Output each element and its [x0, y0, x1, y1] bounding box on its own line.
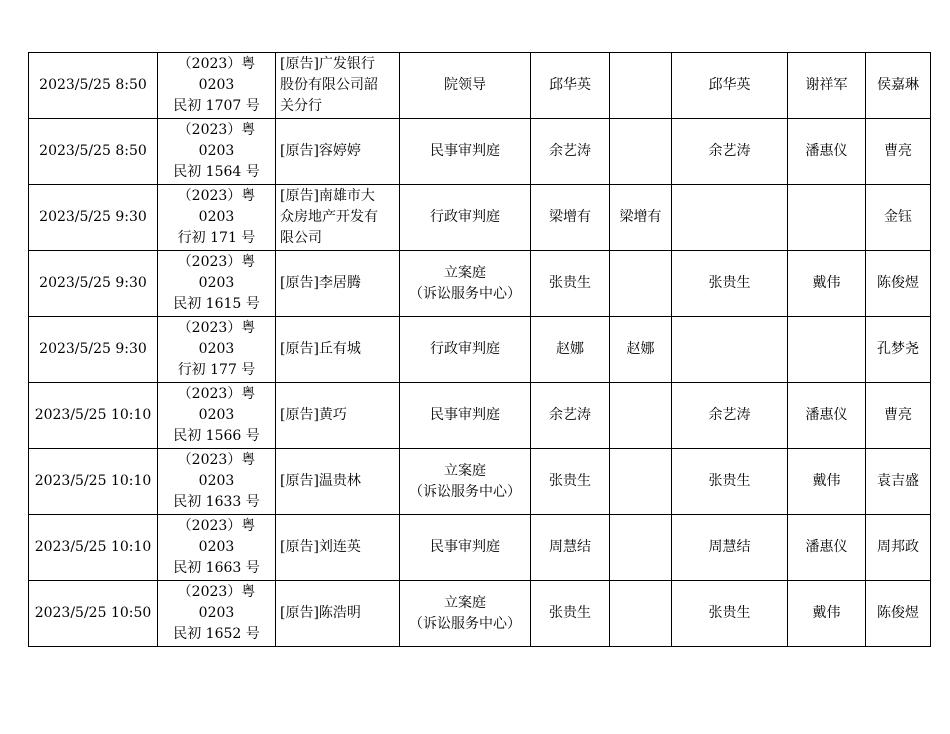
department-line: （诉讼服务中心） [409, 615, 521, 632]
department-line: 民事审判庭 [430, 539, 500, 555]
party-cell [276, 119, 400, 185]
case-number-cell [158, 515, 276, 581]
department-line: （诉讼服务中心） [409, 483, 521, 500]
party-line: [原告]陈浩明 [280, 605, 361, 621]
case-number-cell [158, 119, 276, 185]
case-number-line: （2023）粤 0203 [177, 254, 256, 291]
case-number-cell [158, 251, 276, 317]
case-number-line: （2023）粤 0203 [177, 122, 256, 159]
case-number-line: 民初 1615 号 [173, 296, 260, 312]
judge-cell: 周慧结 [531, 515, 610, 581]
judge-cell: 张贵生 [531, 449, 610, 515]
department-line: 立案庭 [444, 264, 486, 281]
table-row [29, 449, 931, 515]
table-row [29, 383, 931, 449]
panel-member-cell [788, 185, 866, 251]
case-number-line: （2023）粤 0203 [177, 452, 256, 489]
judge-cell: 张贵生 [531, 251, 610, 317]
party-cell [276, 317, 400, 383]
panel-member-cell [788, 317, 866, 383]
party-cell [276, 449, 400, 515]
case-number-line: 民初 1707 号 [173, 98, 260, 114]
case-number-line: （2023）粤 0203 [177, 188, 256, 225]
panel-member-cell: 戴伟 [788, 251, 866, 317]
case-number-line: 民初 1633 号 [173, 494, 260, 510]
panel-member-cell: 潘惠仪 [788, 383, 866, 449]
table-row [29, 251, 931, 317]
table-row [29, 53, 931, 119]
department-line: 民事审判庭 [430, 143, 500, 159]
party-line: [原告]南雄市大 [280, 188, 375, 204]
case-number-cell [158, 449, 276, 515]
department-line: 立案庭 [444, 594, 486, 611]
judge-cell: 余艺涛 [531, 383, 610, 449]
party-cell [276, 53, 400, 119]
party-line: 限公司 [280, 230, 322, 246]
party-line: [原告]广发银行 [280, 56, 375, 72]
presiding-judge-cell [672, 185, 788, 251]
judge-secondary-cell: 赵娜 [610, 317, 672, 383]
party-line: 关分行 [280, 98, 322, 114]
panel-member-cell: 潘惠仪 [788, 119, 866, 185]
department-line: 行政审判庭 [430, 341, 500, 357]
schedule-body [29, 53, 931, 647]
hearing-schedule-table [28, 52, 931, 647]
party-cell [276, 515, 400, 581]
case-number-line: （2023）粤 0203 [177, 584, 256, 621]
panel-member-cell: 戴伟 [788, 449, 866, 515]
party-line: [原告]李居腾 [280, 275, 361, 291]
party-line: [原告]黄巧 [280, 407, 347, 423]
case-number-line: 民初 1564 号 [173, 164, 260, 180]
department-line: 院领导 [444, 77, 486, 93]
party-line: 众房地产开发有 [280, 209, 378, 225]
hearing-time-cell: 2023/5/25 10:10 [29, 383, 158, 449]
panel-member-cell: 戴伟 [788, 581, 866, 647]
case-number-cell [158, 53, 276, 119]
presiding-judge-cell: 张贵生 [672, 449, 788, 515]
hearing-time-cell: 2023/5/25 9:30 [29, 251, 158, 317]
department-cell [400, 383, 531, 449]
presiding-judge-cell: 余艺涛 [672, 383, 788, 449]
judge-secondary-cell [610, 581, 672, 647]
table-row [29, 185, 931, 251]
hearing-time-cell: 2023/5/25 9:30 [29, 185, 158, 251]
hearing-time-cell: 2023/5/25 10:10 [29, 515, 158, 581]
clerk-cell: 曹亮 [866, 119, 931, 185]
presiding-judge-cell: 邱华英 [672, 53, 788, 119]
presiding-judge-cell: 周慧结 [672, 515, 788, 581]
department-line: 立案庭 [444, 462, 486, 479]
department-line: （诉讼服务中心） [409, 285, 521, 302]
clerk-cell: 周邦政 [866, 515, 931, 581]
case-number-line: 民初 1652 号 [173, 626, 260, 642]
department-cell [400, 119, 531, 185]
judge-cell: 赵娜 [531, 317, 610, 383]
clerk-cell: 金钰 [866, 185, 931, 251]
clerk-cell: 孔梦尧 [866, 317, 931, 383]
judge-secondary-cell [610, 449, 672, 515]
clerk-cell: 曹亮 [866, 383, 931, 449]
hearing-time-cell: 2023/5/25 8:50 [29, 119, 158, 185]
case-number-cell [158, 383, 276, 449]
judge-secondary-cell [610, 515, 672, 581]
presiding-judge-cell [672, 317, 788, 383]
judge-cell: 余艺涛 [531, 119, 610, 185]
party-cell [276, 185, 400, 251]
judge-secondary-cell [610, 383, 672, 449]
party-cell [276, 581, 400, 647]
judge-cell: 张贵生 [531, 581, 610, 647]
party-cell [276, 383, 400, 449]
case-number-line: （2023）粤 0203 [177, 518, 256, 555]
clerk-cell: 侯嘉琳 [866, 53, 931, 119]
case-number-line: （2023）粤 0203 [177, 56, 256, 93]
judge-secondary-cell [610, 53, 672, 119]
case-number-line: （2023）粤 0203 [177, 320, 256, 357]
case-number-line: 行初 177 号 [177, 362, 256, 378]
case-number-line: （2023）粤 0203 [177, 386, 256, 423]
case-number-cell [158, 581, 276, 647]
department-cell [400, 515, 531, 581]
table-row [29, 515, 931, 581]
department-line: 民事审判庭 [430, 407, 500, 423]
department-cell [400, 581, 531, 647]
hearing-time-cell: 2023/5/25 9:30 [29, 317, 158, 383]
panel-member-cell: 谢祥军 [788, 53, 866, 119]
clerk-cell: 陈俊煜 [866, 581, 931, 647]
party-line: [原告]温贵林 [280, 473, 361, 489]
case-number-cell [158, 185, 276, 251]
table-row [29, 119, 931, 185]
hearing-time-cell: 2023/5/25 8:50 [29, 53, 158, 119]
case-number-line: 民初 1663 号 [173, 560, 260, 576]
judge-secondary-cell [610, 251, 672, 317]
department-cell [400, 449, 531, 515]
department-cell [400, 317, 531, 383]
table-row [29, 581, 931, 647]
case-number-line: 行初 171 号 [177, 230, 256, 246]
case-number-cell [158, 317, 276, 383]
presiding-judge-cell: 余艺涛 [672, 119, 788, 185]
party-line: [原告]丘有城 [280, 341, 361, 357]
hearing-time-cell: 2023/5/25 10:10 [29, 449, 158, 515]
judge-cell: 梁增有 [531, 185, 610, 251]
panel-member-cell: 潘惠仪 [788, 515, 866, 581]
clerk-cell: 袁吉盛 [866, 449, 931, 515]
judge-secondary-cell: 梁增有 [610, 185, 672, 251]
department-cell [400, 53, 531, 119]
presiding-judge-cell: 张贵生 [672, 251, 788, 317]
case-number-line: 民初 1566 号 [173, 428, 260, 444]
table-row [29, 317, 931, 383]
party-line: [原告]容婷婷 [280, 143, 361, 159]
department-cell [400, 185, 531, 251]
clerk-cell: 陈俊煜 [866, 251, 931, 317]
party-cell [276, 251, 400, 317]
judge-cell: 邱华英 [531, 53, 610, 119]
party-line: 股份有限公司韶 [280, 77, 378, 93]
presiding-judge-cell: 张贵生 [672, 581, 788, 647]
department-cell [400, 251, 531, 317]
judge-secondary-cell [610, 119, 672, 185]
hearing-time-cell: 2023/5/25 10:50 [29, 581, 158, 647]
party-line: [原告]刘连英 [280, 539, 361, 555]
department-line: 行政审判庭 [430, 209, 500, 225]
